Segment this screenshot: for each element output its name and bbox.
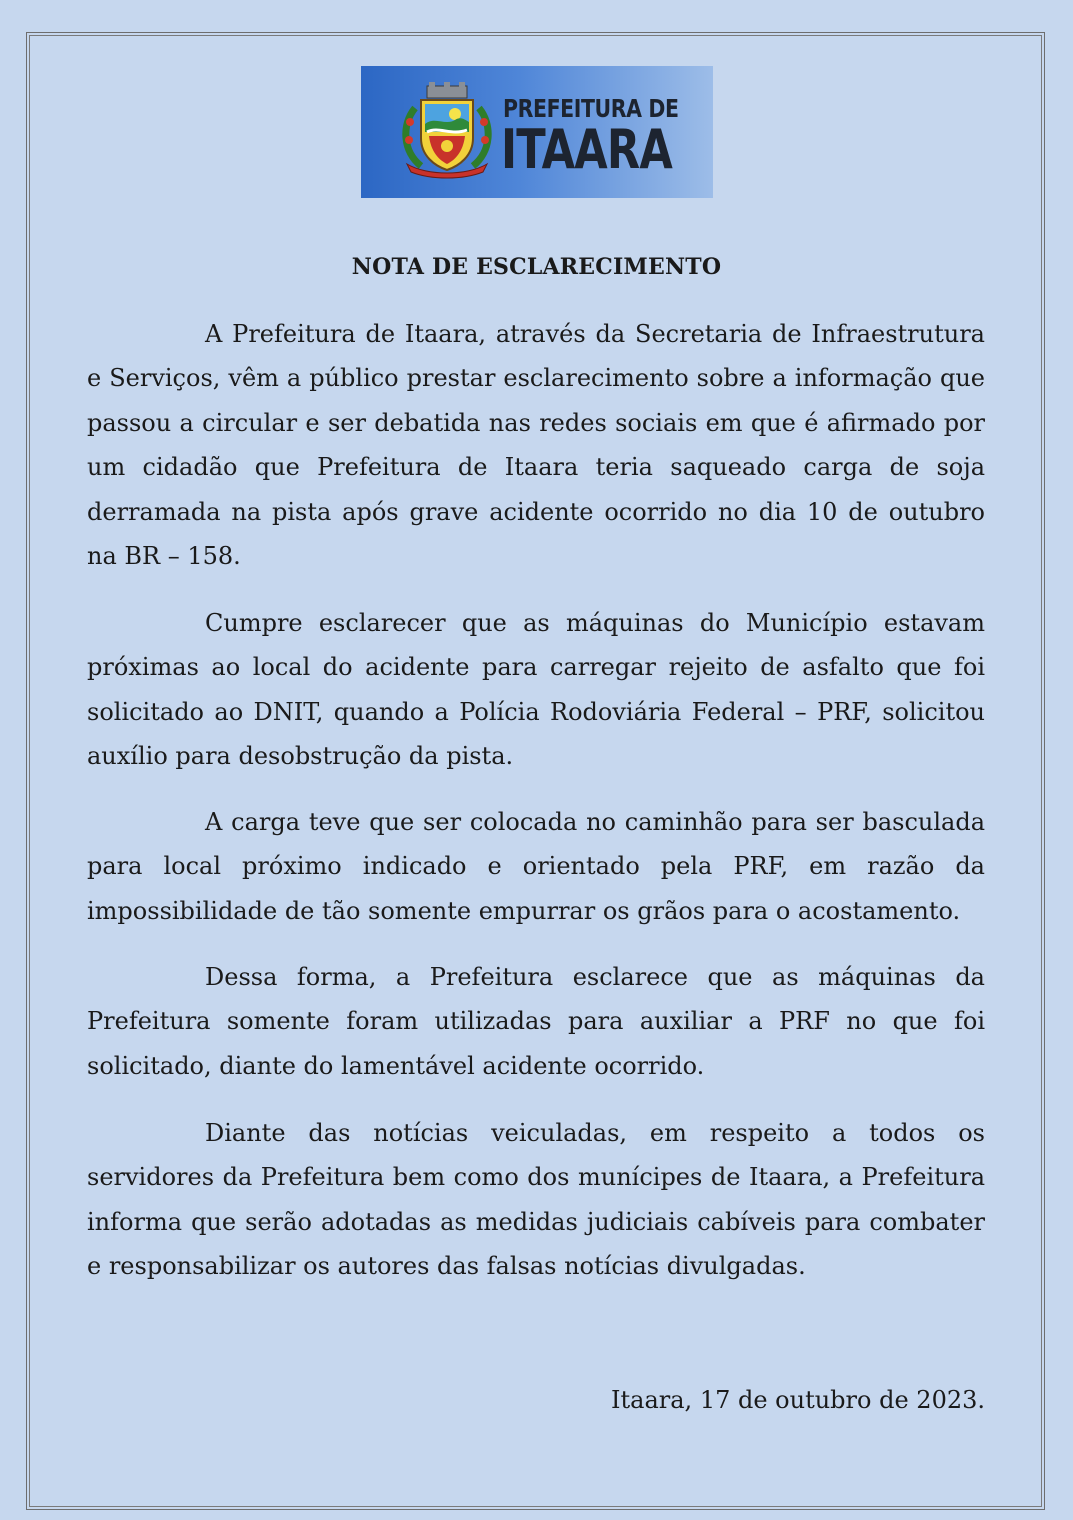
logo-line-1: PREFEITURA DE [503,94,679,123]
paragraph-4: Dessa forma, a Prefeitura esclarece que as máquinas da Prefeitura somente foram utilizadas para auxiliar a PRF no que foi solicitado, diante do lamentável acidente ocorrido. [87,963,985,1080]
paragraph-5: Diante das notícias veiculadas, em respeito a todos os servidores da Prefeitura bem como dos munícipes de Itaara, a Prefeitura informa que serão adotadas as medidas judiciais cabíveis para combater e responsabilizar os autores das falsas notícias divulgadas. [87,1119,985,1281]
date-line: Itaara, 17 de outubro de 2023. [611,1386,985,1414]
logo-line-2: ITAARA [501,118,672,181]
paragraph-3: A carga teve que ser colocada no caminhão para ser basculada para local próximo indicado e orientado pela PRF, em razão da impossibilidade de tão somente empurrar os grãos para o acostamento. [87,808,985,925]
document-title: NOTA DE ESCLARECIMENTO [351,254,722,280]
paragraph-2: Cumpre esclarecer que as máquinas do Município estavam próximas ao local do acidente para carregar rejeito de asfalto que foi solicitado ao DNIT, quando a Polícia Rodoviária Federal – PRF, solicitou auxílio para desobstrução da pista. [87,609,985,771]
paragraph-1: A Prefeitura de Itaara, através da Secretaria de Infraestrutura e Serviços, vêm a público prestar esclarecimento sobre a informação que passou a circular e ser debatida nas redes sociais em que é afirmado por um cidadão que Prefeitura de Itaara teria saqueado carga de soja derramada na pista após grave acidente ocorrido no dia 10 de outubro na BR – 158. [87,320,985,571]
prefeitura-logo [361,66,713,198]
coat-of-arms-icon [397,80,497,180]
